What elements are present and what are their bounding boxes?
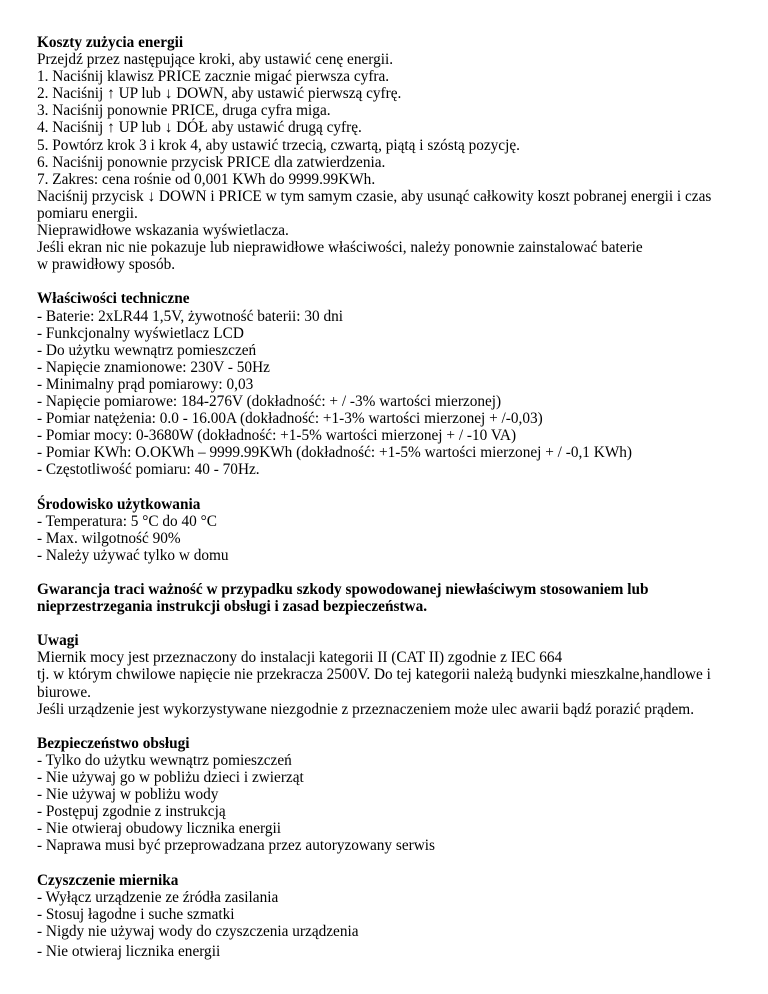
notes-section (37, 632, 737, 717)
energy-cost-line: Jeśli ekran nic nie pokazuje lub nieprawidłowe właściwości, należy ponownie zainstalować baterie (37, 239, 643, 257)
environment-heading: Środowisko użytkowania (37, 495, 201, 513)
spec-item: - Pomiar KWh: O.OKWh – 9999.99KWh (dokładność: +1-5% wartości mierzonej + / -0,1 KWh) (37, 444, 633, 462)
energy-cost-line: Naciśnij przycisk ↓ DOWN i PRICE w tym samym czasie, aby usunąć całkowity koszt pobranej energii i czas (37, 187, 712, 205)
cleaning-item: - Nie otwieraj licznika energii (37, 942, 221, 960)
energy-cost-line: 7. Zakres: cena rośnie od 0,001 KWh do 9999.99KWh. (37, 170, 376, 188)
spec-item: - Funkcjonalny wyświetlacz LCD (37, 324, 244, 342)
energy-cost-line: 1. Naciśnij klawisz PRICE zacznie migać pierwsza cyfra. (37, 68, 390, 86)
environment-section (37, 496, 737, 564)
spacer (37, 564, 737, 581)
safety-heading: Bezpieczeństwo obsługi (37, 734, 190, 752)
energy-cost-line: 6. Naciśnij ponownie przycisk PRICE dla zatwierdzenia. (37, 153, 386, 171)
warranty-text: Gwarancja traci ważność w przypadku szkody spowodowanej niewłaściwym stosowaniem lub (37, 581, 649, 598)
specs-heading: Właściwości techniczne (37, 290, 190, 308)
energy-cost-line: w prawidłowy sposób. (37, 256, 176, 274)
environment-item: - Max. wilgotność 90% (37, 529, 181, 547)
energy-cost-line: pomiaru energii. (37, 204, 138, 222)
specs-section (37, 290, 737, 478)
spec-item: - Minimalny prąd pomiarowy: 0,03 (37, 375, 254, 393)
notes-line: Miernik mocy jest przeznaczony do instalacji kategorii II (CAT II) zgodnie z IEC 664 (37, 649, 563, 667)
document-page (37, 34, 737, 960)
spacer (37, 478, 737, 495)
energy-cost-line: 5. Powtórz krok 3 i krok 4, aby ustawić trzecią, czwartą, piątą i szóstą pozycję. (37, 136, 520, 154)
notes-line: tj. w którym chwilowe napięcie nie przekracza 2500V. Do tej kategorii należą budynki mieszkalne,handlowe i (37, 666, 711, 684)
spacer (37, 855, 737, 872)
spec-item: - Pomiar mocy: 0-3680W (dokładność: +1-5% wartości mierzonej + / -10 VA) (37, 427, 517, 445)
spacer (37, 718, 737, 735)
safety-item: - Tylko do użytku wewnątrz pomieszczeń (37, 751, 292, 769)
notes-heading: Uwagi (37, 632, 79, 650)
spec-item: - Napięcie pomiarowe: 184-276V (dokładność: + / -3% wartości mierzonej) (37, 392, 502, 410)
energy-cost-line: 2. Naciśnij ↑ UP lub ↓ DOWN, aby ustawić pierwszą cyfrę. (37, 85, 402, 103)
cleaning-item: - Nigdy nie używaj wody do czyszczenia urządzenia (37, 922, 359, 940)
spec-item: - Napięcie znamionowe: 230V - 50Hz (37, 358, 270, 376)
cleaning-heading: Czyszczenie miernika (37, 871, 179, 889)
warranty-section (37, 581, 737, 615)
energy-cost-heading: Koszty zużycia energii (37, 34, 184, 51)
environment-item: - Temperatura: 5 °C do 40 °C (37, 512, 217, 530)
spec-item: - Częstotliwość pomiaru: 40 - 70Hz. (37, 461, 260, 479)
safety-item: - Nie używaj w pobliżu wody (37, 786, 219, 804)
cleaning-item: - Wyłącz urządzenie ze źródła zasilania (37, 888, 279, 906)
safety-item: - Postępuj zgodnie z instrukcją (37, 803, 226, 821)
spec-item: - Baterie: 2xLR44 1,5V, żywotność baterii: 30 dni (37, 307, 344, 325)
safety-item: - Nie otwieraj obudowy licznika energii (37, 820, 281, 838)
energy-cost-section (37, 34, 737, 273)
warranty-text: nieprzestrzegania instrukcji obsługi i zasad bezpieczeństwa. (37, 598, 428, 616)
energy-cost-line: 3. Naciśnij ponownie PRICE, druga cyfra miga. (37, 102, 331, 120)
cleaning-section (37, 872, 737, 960)
notes-line: biurowe. (37, 683, 91, 701)
cleaning-item: - Stosuj łagodne i suche szmatki (37, 905, 235, 923)
spec-item: - Do użytku wewnątrz pomieszczeń (37, 341, 257, 359)
safety-item: - Naprawa musi być przeprowadzana przez autoryzowany serwis (37, 837, 435, 855)
energy-cost-line: Nieprawidłowe wskazania wyświetlacza. (37, 222, 289, 240)
spacer (37, 273, 737, 290)
spec-item: - Pomiar natężenia: 0.0 - 16.00A (dokładność: +1-3% wartości mierzonej + /-0,03) (37, 410, 543, 428)
energy-cost-line: 4. Naciśnij ↑ UP lub ↓ DÓŁ aby ustawić drugą cyfrę. (37, 119, 362, 137)
environment-item: - Należy używać tylko w domu (37, 546, 229, 564)
safety-section (37, 735, 737, 855)
spacer (37, 615, 737, 632)
safety-item: - Nie używaj go w pobliżu dzieci i zwierząt (37, 769, 304, 787)
notes-line: Jeśli urządzenie jest wykorzystywane niezgodnie z przeznaczeniem może ulec awarii bądź porazić prądem. (37, 700, 695, 718)
energy-cost-line: Przejdź przez następujące kroki, aby ustawić cenę energii. (37, 51, 394, 69)
